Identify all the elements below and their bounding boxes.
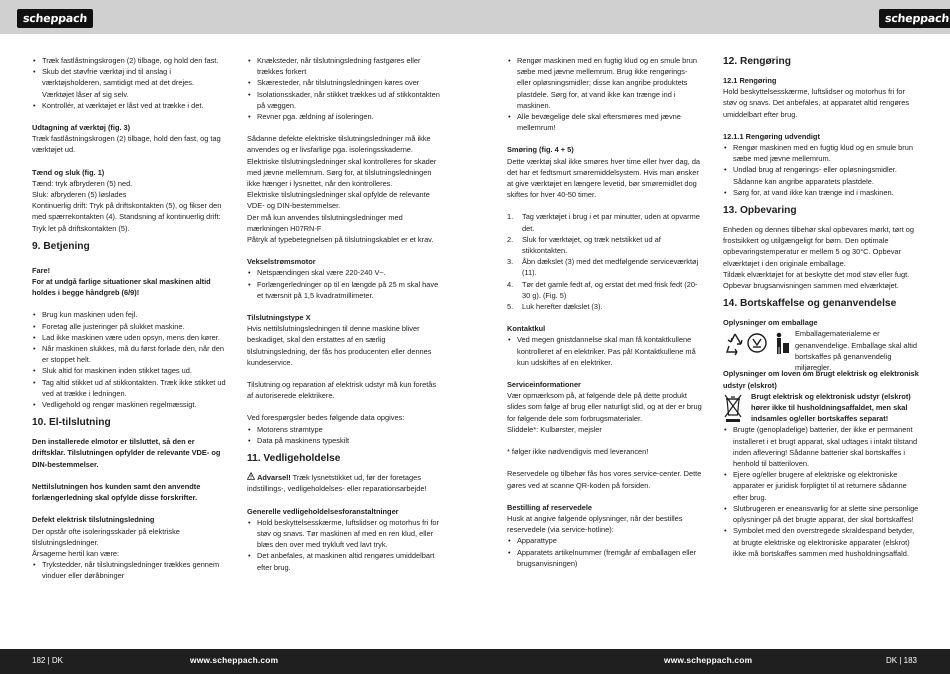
carbon-brush-heading: Kontaktkul bbox=[507, 324, 546, 334]
removal-heading: Udtagning af værktøj (fig. 3) bbox=[32, 123, 131, 133]
section-heading-10: 10. El-tilslutning bbox=[32, 417, 111, 429]
ordering-text: Husk at angive følgende oplysninger, når der bestilles reservedele (via service-hotline): bbox=[507, 513, 683, 535]
causes-list bbox=[32, 559, 228, 581]
warning-paragraph bbox=[247, 472, 443, 494]
list-item: 4. Tør det gamle fedt af, og erstat det med frisk fedt (20-30 g). (Fig. 5) bbox=[507, 279, 698, 300]
defect-cable-text: Der opstår ofte isoleringsskader på elektriske tilslutningsledninger. bbox=[32, 526, 180, 547]
connection-repair-text: Tilslutning og reparation af elektrisk udstyr må kun foretås af autoriserede elektrikere. bbox=[247, 380, 437, 401]
tool-insert-list bbox=[32, 55, 228, 111]
removal-text: Træk fastlåstningskrogen (2) tilbage, hold den fast, og tag værktøjet ud. bbox=[32, 134, 221, 155]
scheppach-logo-left: scheppach bbox=[17, 9, 93, 28]
top-bar bbox=[0, 0, 950, 34]
paragraph: Påtryk af typebetegnelsen på tilslutningskablet er et krav. bbox=[247, 235, 434, 245]
causes-text: Årsagerne hertil kan være: bbox=[32, 548, 120, 558]
damage-list bbox=[247, 55, 443, 122]
defect-cable-heading: Defekt elektrisk tilslutningsledning bbox=[32, 515, 155, 525]
list-item: • Isolationsskader, når stikket trækkes ud af stikkontakten på væggen. bbox=[247, 89, 443, 111]
ordering-heading: Bestilling af reservedele bbox=[507, 502, 593, 512]
lubrication-text: Dette værktøj skal ikke smøres hver time eller hver dag, da det har et fedtsmurt smøremiddelsystem. Hvis man ønsker at give værktøjet en længere levetid, bør smøremidlet dog skiftes for hver 40-50 timer. bbox=[507, 156, 701, 200]
weee-heading: Oplysninger om loven om brugt elektrisk og elektronisk udstyr (elskrot) bbox=[723, 369, 919, 390]
list-item: • Undlad brug af rengørings- eller opløsningsmidler. Sådanne kan angribe apparatets plastdele. bbox=[723, 164, 919, 186]
list-item: • Netspændingen skal være 220-240 V~. bbox=[247, 267, 443, 278]
list-item: • Slutbrugeren er eneansvarlig for at slette sine personlige oplysninger på det brugte apparat, der skal bortskaffes! bbox=[723, 503, 919, 525]
column-1 bbox=[32, 55, 228, 582]
list-item: • Foretag alle justeringer på slukket maskine. bbox=[32, 321, 228, 332]
lubrication-steps bbox=[507, 211, 703, 312]
list-item: 1. Tag værktøjet i brug i et par minutter, uden at opvarme det. bbox=[507, 212, 700, 233]
danger-heading: Fare! bbox=[32, 265, 51, 275]
list-item: 3. Åbn dækslet (3) med det medfølgende serviceværktøj (11). bbox=[507, 257, 699, 278]
list-item: • Hold beskyttelsesskærme, luftslidser og motorhus fri for støv og snavs. Tør maskinen af med en ren klud, eller blæs den over med trykluft ved lavt tryk. bbox=[247, 517, 443, 551]
on-off-line: Tænd: tryk afbryderen (5) ned. bbox=[32, 178, 133, 188]
list-item: • Apparatets artikelnummer (fremgår af emballagen eller brugsanvisningen) bbox=[507, 547, 703, 569]
list-item: • Motorens strømtype bbox=[247, 424, 443, 435]
paragraph: Der må kun anvendes tilslutningsledninger med mærkningen H07RN-F bbox=[247, 212, 403, 233]
list-item: • Det anbefales, at maskinen altid rengøres umiddelbart efter brug. bbox=[247, 550, 443, 572]
on-off-line: Kontinuerlig drift: Tryk på driftskontakten (5), og fikser den med spærrekontakten (4). Standsning af kontinuerlig drift: Tryk let på driftskontakten (5). bbox=[32, 201, 222, 233]
left-page-number: 182 | DK bbox=[32, 656, 63, 665]
weee-bold-text: Brugt elektrisk og elektronisk udstyr (elskrot) hører ikke til husholdningsaffaldet, men skal indsamles og/eller bortskaffes separat! bbox=[751, 391, 911, 424]
inquiry-list bbox=[247, 424, 443, 446]
inquiry-text: Ved forespørgsler bedes følgende data opgives: bbox=[247, 413, 405, 423]
operation-list bbox=[32, 309, 228, 410]
list-item: • Sluk altid for maskinen inden stikket tages ud. bbox=[32, 365, 228, 376]
list-item: • Vedligehold og rengør maskinen regelmæssigt. bbox=[32, 399, 228, 410]
section-heading-11: 11. Vedligeholdelse bbox=[247, 453, 341, 465]
list-item: • Knæksteder, når tilslutningsledning fastgøres eller trækkes forkert bbox=[247, 55, 443, 77]
electric-bold-2: Nettilslutningen hos kunden samt den anvendte forlængerledning skal opfylde disse forskrifter. bbox=[32, 481, 201, 503]
connection-type-text: Hvis nettilslutningsledningen til denne maskine bliver beskadiget, skal den erstattes af en særlig tilslutningsledning, der fås hos producenten eller dennes kundeservice. bbox=[247, 324, 432, 367]
list-item: • Brugte (genopladelige) batterier, der ikke er permanent installeret i et brugt apparat, skal udtages i intakt tilstand inden aflevering! Sådanne batterier skal bortskaffes i henhold til batteriloven. bbox=[723, 424, 919, 469]
column-3 bbox=[507, 55, 703, 569]
carbon-brush-list bbox=[507, 334, 703, 368]
list-item: • Skub det støvfrie værktøj ind til anslag i værktøjsholderen, samtidigt med at det drejes. Værktøjet låser af sig selv. bbox=[32, 66, 228, 100]
packaging-text: Emballagematerialerne er genanvendelige. Emballage skal altid bortskaffes på genanvendelig miljøregler. bbox=[795, 329, 918, 373]
list-item: • Rengør maskinen med en fugtig klud og en smule brun sæbe med jævne mellemrum. bbox=[723, 142, 919, 164]
exterior-cleaning-heading: 12.1.1 Rengøring udvendigt bbox=[723, 131, 820, 141]
storage-text: Enheden og dennes tilbehør skal opbevares mørkt, tørt og frostsikkert og utilgængeligt for børn. Den optimale opbevaringstemperatur er mellem 5 og 30°C. Opbevar elværktøjet i den originale emballage. bbox=[723, 225, 915, 268]
right-website-link[interactable]: www.scheppach.com bbox=[664, 655, 753, 665]
paragraph: Elektriske tilslutningsledninger skal opfylde de relevante VDE- og DIN-bestemmelser. bbox=[247, 190, 430, 211]
list-item: • Tag altid stikket ud af stikkontakten. Træk ikke stikket ud ved at trække i ledningen. bbox=[32, 377, 228, 399]
list-item: • Ved megen gnistdannelse skal man få kontaktkullene kontrolleret af en elektriker. Pas på! Kontaktkullene må kun udskiftes af en elektriker. bbox=[507, 334, 703, 368]
storage-text-2: Tildæk elværktøjet for at beskytte det mod støv eller fugt. Opbevar brugsanvisningen sammen med elværktøjet. bbox=[723, 269, 910, 291]
connection-type-heading: Tilslutningstype X bbox=[247, 313, 311, 323]
cleaning-list bbox=[507, 55, 703, 133]
list-item: • Apparattype bbox=[507, 535, 703, 546]
service-info-heading: Serviceinformationer bbox=[507, 380, 581, 390]
list-item: • Når maskinen slukkes, må du først forlade den, når den er stoppet helt. bbox=[32, 343, 228, 365]
section-heading-14: 14. Bortskaffelse og genanvendelse bbox=[723, 298, 897, 310]
packaging-heading: Oplysninger om emballage bbox=[723, 318, 818, 328]
list-item: • Skæresteder, når tilslutningsledningen køres over bbox=[247, 77, 443, 88]
general-maintenance-heading: Generelle vedligeholdelsesforanstaltninger bbox=[247, 506, 399, 516]
column-4 bbox=[723, 55, 919, 559]
list-item: 5. Luk herefter dækslet (3). bbox=[507, 302, 603, 312]
footer-bar bbox=[0, 649, 950, 674]
list-item: • Sørg for, at vand ikke kan trænge ind i maskinen. bbox=[723, 187, 919, 198]
exterior-cleaning-list bbox=[723, 142, 919, 198]
section-heading-9: 9. Betjening bbox=[32, 240, 90, 252]
lubrication-heading: Smøring (fig. 4 + 5) bbox=[507, 145, 574, 155]
list-item: • Lad ikke maskinen være uden opsyn, mens den kører. bbox=[32, 332, 228, 343]
ordering-list bbox=[507, 535, 703, 569]
section-heading-12: 12. Rengøring bbox=[723, 56, 791, 67]
on-off-line: Sluk: afbryderen (5) løslades bbox=[32, 190, 127, 200]
list-item: • Alle bevægelige dele skal eftersmøres med jævne mellemrum! bbox=[507, 111, 703, 133]
warning-label: Advarsel! bbox=[257, 473, 291, 483]
recycling-icons bbox=[723, 330, 791, 356]
paragraph: Sådanne defekte elektriske tilslutningsledninger må ikke anvendes og er livsfarlige pga. isoleringsskaderne. bbox=[247, 134, 431, 155]
list-item: • Forlængerledninger op til en længde på 25 m skal have et tværsnit på 1,5 kvadratmillimeter. bbox=[247, 279, 443, 301]
cleaning-text: Hold beskyttelsesskærme, luftslidser og motorhus fri for støv og snavs. Det anbefales, at apparatet altid rengøres umiddelbart efter brug. bbox=[723, 87, 910, 119]
footnote: * følger ikke nødvendigvis med leverancen! bbox=[507, 447, 649, 457]
list-item: • Ejere og/eller brugere af elektriske og elektroniske apparater er juridisk forpligtet til at returnere sådanne efter brug. bbox=[723, 469, 919, 503]
list-item: • Data på maskinens typeskilt bbox=[247, 435, 443, 446]
list-item: 2. Sluk for værktøjet, og træk netstikket ud af stikkontakten. bbox=[507, 234, 661, 256]
list-item: • Trykstedder, når tilslutningsledninger trækkes gennem vinduer eller døråbninger bbox=[32, 559, 228, 581]
right-page-number: DK | 183 bbox=[886, 656, 917, 665]
list-item: • Brug kun maskinen uden fejl. bbox=[32, 309, 228, 320]
warning-triangle-icon bbox=[247, 472, 255, 483]
electric-bold-1: Den installerede elmotor er tilsluttet, så den er driftsklar. Tilslutningen opfylder de relevante VDE- og DIN-bestemmelser. bbox=[32, 437, 221, 469]
ac-motor-list bbox=[247, 267, 443, 301]
weee-list bbox=[723, 424, 919, 558]
scheppach-logo-right: scheppach bbox=[879, 9, 950, 28]
paragraph: Elektriske tilslutningsledninger skal kontrolleres for skader med jævne mellemrum. Sørg for, at tilslutningsledningen ikke hænger i lysnettet, når den kontrolleres. bbox=[247, 156, 437, 189]
wear-parts-text: Sliddele*: Kulbørster, mejsler bbox=[507, 424, 602, 434]
danger-text: For at undgå farlige situationer skal maskinen altid holdes i begge håndgreb (6/9)! bbox=[32, 277, 211, 298]
packaging-row bbox=[723, 328, 919, 373]
spare-parts-text: Reservedele og tilbehør fås hos vores service-center. Dette gøres ved at scanne QR-koden på forsiden. bbox=[507, 469, 702, 490]
left-website-link[interactable]: www.scheppach.com bbox=[190, 655, 279, 665]
list-item: • Symbolet med den overstregede skraldespand betyder, at brugte elektriske og elektroniske apparater (elskrot) ikke må bortskaffes sammen med husholdningsaffald. bbox=[723, 525, 919, 559]
crossed-bin-icon bbox=[723, 393, 743, 423]
list-item: • Træk fastlåstningskrogen (2) tilbage, og hold den fast. bbox=[32, 55, 228, 66]
list-item: • Kontrollér, at værktøjet er låst ved at trække i det. bbox=[32, 100, 228, 111]
list-item: • Revner pga. ældning af isoleringen. bbox=[247, 111, 443, 122]
weee-row bbox=[723, 391, 919, 425]
cleaning-subheading: 12.1 Rengøring bbox=[723, 76, 777, 85]
column-2 bbox=[247, 55, 443, 573]
warning-text: Træk lysnetstikket ud, før der foretages indstillings-, vedligeholdelses- eller reparationsarbejde! bbox=[247, 473, 427, 494]
list-item: • Rengør maskinen med en fugtig klud og en smule brun sæbe med jævne mellemrum. Brug ikke rengørings- eller opløsningsmidler; disse kan angribe produktets plastdele. Sørg for, at vand ikke kan trænge ind i maskinen. bbox=[507, 55, 703, 111]
section-heading-13: 13. Opbevaring bbox=[723, 205, 797, 217]
ac-motor-heading: Vekselstrømsmotor bbox=[247, 257, 316, 267]
general-maintenance-list bbox=[247, 517, 443, 573]
on-off-heading: Tænd og sluk (fig. 1) bbox=[32, 167, 105, 177]
service-info-text: Vær opmærksom på, at følgende dele på dette produkt slides som følge af brug eller naturligt slid, og at der er brug for følgende dele som forbrugsmaterialer. bbox=[507, 391, 702, 423]
